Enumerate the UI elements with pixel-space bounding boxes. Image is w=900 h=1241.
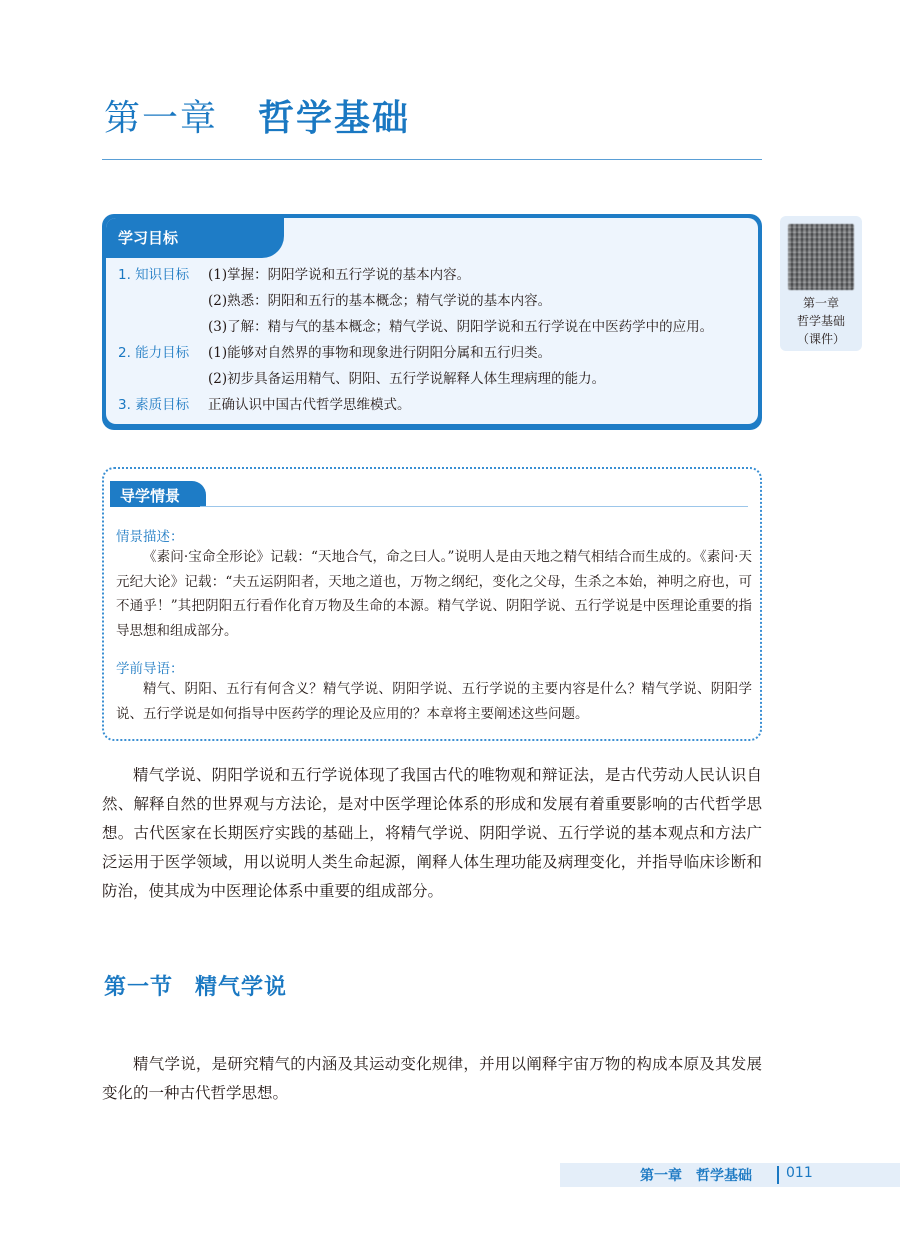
chapter-name: 哲学基础 — [258, 98, 411, 139]
chapter-title — [104, 90, 410, 140]
page-number: 011 — [786, 1165, 813, 1181]
objective-text: (3)了解：精与气的基本概念；精气学说、阴阳学说和五行学说在中医药学中的应用。 — [208, 319, 714, 335]
learning-objectives-panel — [106, 218, 758, 424]
objective-category: 2. 能力目标 — [118, 345, 190, 361]
objective-row — [118, 262, 470, 288]
courseware-qr-card[interactable] — [780, 216, 862, 351]
objective-row — [118, 392, 411, 418]
chapter-number: 第一章 — [104, 98, 219, 139]
qr-caption-title: 哲学基础 — [796, 314, 845, 328]
objective-category: 1. 知识目标 — [118, 267, 190, 283]
section-name: 精气学说 — [195, 975, 288, 1000]
scene-description-text: 《素问·宝命全形论》记载：“天地合气，命之曰人。”说明人是由天地之精气相结合而生成的。《素问·天元纪大论》记载：“夫五运阴阳者，天地之道也，万物之纲纪，变化之父母，生杀之本始，神明之府也，可不通乎！”其把阴阳五行看作化育万物及生命的本源。精气学说、阴阳学说、五行学说是中医理论重要的指导思想和组成部分。 — [116, 549, 752, 639]
guided-learning-tab — [110, 481, 206, 507]
objective-text: (2)初步具备运用精气、阴阳、五行学说解释人体生理病理的能力。 — [208, 371, 606, 387]
objective-row — [118, 288, 551, 314]
qr-caption-chapter: 第一章 — [802, 296, 839, 310]
learning-objectives-tab — [106, 218, 284, 258]
objective-text: (1)掌握：阴阳学说和五行学说的基本内容。 — [208, 267, 471, 283]
pre-study-text: 精气、阴阳、五行有何含义？精气学说、阴阳学说、五行学说的主要内容是什么？精气学说、阴阳学说、五行学说是如何指导中医药学的理论及应用的？本章将主要阐述这些问题。 — [116, 681, 752, 722]
footer-separator — [777, 1166, 779, 1184]
learning-objectives-box — [102, 214, 762, 430]
section-heading — [104, 970, 287, 1001]
guided-learning-divider — [200, 506, 748, 507]
section-number: 第一节 — [104, 975, 174, 1000]
objective-text: 正确认识中国古代哲学思维模式。 — [208, 397, 411, 413]
chapter-divider — [102, 159, 762, 160]
chapter-intro-paragraph: 精气学说、阴阳学说和五行学说体现了我国古代的唯物观和辩证法，是古代劳动人民认识自然、解释自然的世界观与方法论，是对中医学理论体系的形成和发展有着重要影响的古代哲学思想。古代医家在长期医疗实践的基础上，将精气学说、阴阳学说、五行学说的基本观点和方法广泛运用于医学领域，用以说明人类生命起源，阐释人体生理功能及病理变化，并指导临床诊断和防治，使其成为中医理论体系中重要的组成部分。 — [102, 766, 762, 900]
page-footer — [560, 1163, 900, 1187]
objective-row — [118, 314, 713, 340]
learning-objectives-title: 学习目标 — [118, 229, 179, 247]
section-paragraph: 精气学说，是研究精气的内涵及其运动变化规律，并用以阐释宇宙万物的构成本原及其发展变化的一种古代哲学思想。 — [102, 1055, 762, 1102]
guided-learning-box — [102, 467, 762, 741]
qr-code-icon[interactable] — [788, 224, 854, 290]
objective-row — [118, 340, 551, 366]
qr-caption-type: （课件） — [796, 332, 845, 346]
guided-learning-title: 导学情景 — [120, 487, 181, 505]
objective-text: (2)熟悉：阴阳和五行的基本概念；精气学说的基本内容。 — [208, 293, 552, 309]
pre-study-label: 学前导语： — [116, 661, 184, 677]
objective-category: 3. 素质目标 — [118, 397, 190, 413]
objective-text: (1)能够对自然界的事物和现象进行阴阳分属和五行归类。 — [208, 345, 552, 361]
footer-chapter-label: 第一章 哲学基础 — [640, 1168, 752, 1184]
objective-row — [118, 366, 605, 392]
scene-description-label: 情景描述： — [116, 529, 184, 545]
